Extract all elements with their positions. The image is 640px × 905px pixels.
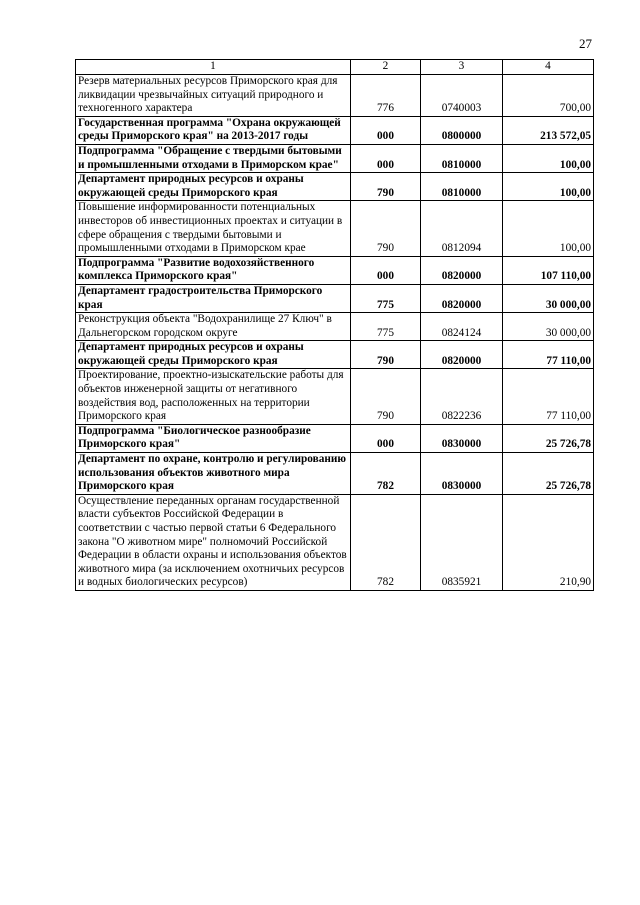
- row-code3-cell: 0820000: [421, 284, 503, 312]
- row-name-cell: Департамент градостроительства Приморского края: [76, 284, 351, 312]
- row-amount-cell: 30 000,00: [503, 313, 594, 341]
- row-code3-cell: 0824124: [421, 313, 503, 341]
- row-amount-cell: 100,00: [503, 201, 594, 256]
- row-amount-cell: 210,90: [503, 494, 594, 590]
- row-name-cell: Подпрограмма "Обращение с твердыми бытовыми и промышленными отходами в Приморском крае": [76, 144, 351, 172]
- row-amount-cell: 700,00: [503, 75, 594, 117]
- row-code3-cell: 0830000: [421, 424, 503, 452]
- table-row: [76, 256, 594, 284]
- row-name-cell: Осуществление переданных органам государственной власти субъектов Российской Федерации в соответствии с частью первой статьи 6 Федерального закона "О животном мире" полномочий Российской Федерации в области охраны и использования объектов животного мира (за исключением охотничьих ресурсов и водных биологических ресурсов): [76, 494, 351, 590]
- table-row: [76, 144, 594, 172]
- table-row: [76, 173, 594, 201]
- row-code3-cell: 0800000: [421, 116, 503, 144]
- table-row: [76, 494, 594, 590]
- row-name-cell: Государственная программа "Охрана окружающей среды Приморского края" на 2013-2017 годы: [76, 116, 351, 144]
- row-code3-cell: 0740003: [421, 75, 503, 117]
- table-row: [76, 116, 594, 144]
- row-code2-cell: 000: [351, 256, 421, 284]
- row-name-cell: Департамент природных ресурсов и охраны окружающей среды Приморского края: [76, 341, 351, 369]
- table-row: [76, 284, 594, 312]
- row-amount-cell: 100,00: [503, 173, 594, 201]
- row-name-cell: Реконструкция объекта "Водохранилище 27 Ключ" в Дальнегорском городском округе: [76, 313, 351, 341]
- row-code2-cell: 775: [351, 313, 421, 341]
- row-code3-cell: 0820000: [421, 341, 503, 369]
- table-row: [76, 313, 594, 341]
- column-header-1: 1: [76, 60, 351, 75]
- row-code2-cell: 790: [351, 173, 421, 201]
- row-code2-cell: 782: [351, 453, 421, 495]
- table-row: [76, 201, 594, 256]
- column-header-2: 2: [351, 60, 421, 75]
- table-header-row: [76, 60, 594, 75]
- row-code2-cell: 782: [351, 494, 421, 590]
- row-name-cell: Подпрограмма "Биологическое разнообразие Приморского края": [76, 424, 351, 452]
- row-code2-cell: 776: [351, 75, 421, 117]
- row-code3-cell: 0810000: [421, 144, 503, 172]
- row-code2-cell: 000: [351, 424, 421, 452]
- budget-table: [75, 59, 594, 591]
- row-amount-cell: 77 110,00: [503, 341, 594, 369]
- row-code3-cell: 0810000: [421, 173, 503, 201]
- row-code2-cell: 000: [351, 144, 421, 172]
- column-header-4: 4: [503, 60, 594, 75]
- row-amount-cell: 213 572,05: [503, 116, 594, 144]
- row-code3-cell: 0822236: [421, 369, 503, 424]
- row-code2-cell: 000: [351, 116, 421, 144]
- row-name-cell: Департамент по охране, контролю и регулированию использования объектов животного мира Приморского края: [76, 453, 351, 495]
- row-code2-cell: 790: [351, 201, 421, 256]
- row-amount-cell: 77 110,00: [503, 369, 594, 424]
- table-body: [76, 75, 594, 591]
- row-amount-cell: 107 110,00: [503, 256, 594, 284]
- page-number: 27: [579, 36, 592, 51]
- row-name-cell: Повышение информированности потенциальных инвесторов об инвестиционных проектах и ситуации в сфере обращения с твердыми бытовыми и промышленными отходами в Приморском крае: [76, 201, 351, 256]
- table-row: [76, 424, 594, 452]
- row-code3-cell: 0835921: [421, 494, 503, 590]
- row-name-cell: Проектирование, проектно-изыскательские работы для объектов инженерной защиты от негативного воздействия вод, расположенных на территории Приморского края: [76, 369, 351, 424]
- table-row: [76, 341, 594, 369]
- table-row: [76, 75, 594, 117]
- row-name-cell: Резерв материальных ресурсов Приморского края для ликвидации чрезвычайных ситуаций природного и техногенного характера: [76, 75, 351, 117]
- column-header-3: 3: [421, 60, 503, 75]
- row-code3-cell: 0830000: [421, 453, 503, 495]
- row-code2-cell: 790: [351, 341, 421, 369]
- row-code2-cell: 775: [351, 284, 421, 312]
- row-amount-cell: 30 000,00: [503, 284, 594, 312]
- table-row: [76, 453, 594, 495]
- row-amount-cell: 25 726,78: [503, 453, 594, 495]
- row-name-cell: Подпрограмма "Развитие водохозяйственного комплекса Приморского края": [76, 256, 351, 284]
- row-code2-cell: 790: [351, 369, 421, 424]
- table-row: [76, 369, 594, 424]
- row-name-cell: Департамент природных ресурсов и охраны окружающей среды Приморского края: [76, 173, 351, 201]
- row-code3-cell: 0820000: [421, 256, 503, 284]
- row-code3-cell: 0812094: [421, 201, 503, 256]
- row-amount-cell: 25 726,78: [503, 424, 594, 452]
- row-amount-cell: 100,00: [503, 144, 594, 172]
